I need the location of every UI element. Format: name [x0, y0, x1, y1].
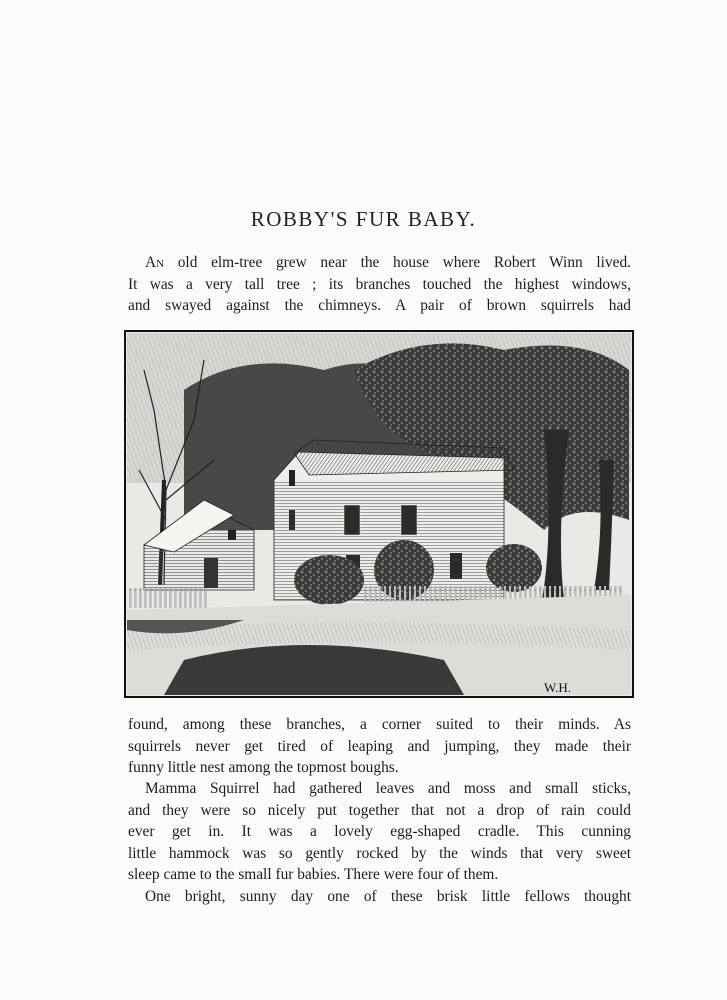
- paragraph-cradle: [128, 778, 631, 886]
- chapter-title: ROBBY'S FUR BABY.: [250, 207, 477, 231]
- text-line: One bright, sunny day one of these brisk little fellows thought: [145, 888, 631, 905]
- paragraph-opening: [128, 252, 631, 317]
- text-line: [128, 252, 631, 274]
- text-line: and they were so nicely put together that not a drop of rain could: [128, 801, 631, 819]
- text-line: funny little nest among the topmost boughs.: [128, 759, 399, 776]
- artist-signature: W.H.: [544, 680, 571, 695]
- house-engraving-illustration: [124, 330, 634, 698]
- text-line: found, among these branches, a corner suited to their minds. As: [128, 716, 631, 733]
- text-line: little hammock was so gently rocked by the winds that very sweet: [128, 844, 631, 862]
- text-line: Mamma Squirrel had gathered leaves and moss and small sticks,: [145, 780, 631, 797]
- text-line: squirrels never get tired of leaping and jumping, they made their: [128, 737, 631, 755]
- text-line-content: old elm-tree grew near the house where Robert Winn lived.: [177, 254, 631, 271]
- opening-word: An: [145, 254, 165, 271]
- text-line: It was a very tall tree ; its branches touched the highest windows,: [128, 275, 631, 293]
- text-line: ever get in. It was a lovely egg-shaped cradle. This cunning: [128, 823, 631, 840]
- paragraph-sunny-day: [128, 886, 631, 908]
- text-line: sleep came to the small fur babies. There were four of them.: [128, 866, 499, 883]
- text-line: and swayed against the chimneys. A pair of brown squirrels had: [128, 297, 631, 314]
- paragraph-nest: [128, 714, 631, 779]
